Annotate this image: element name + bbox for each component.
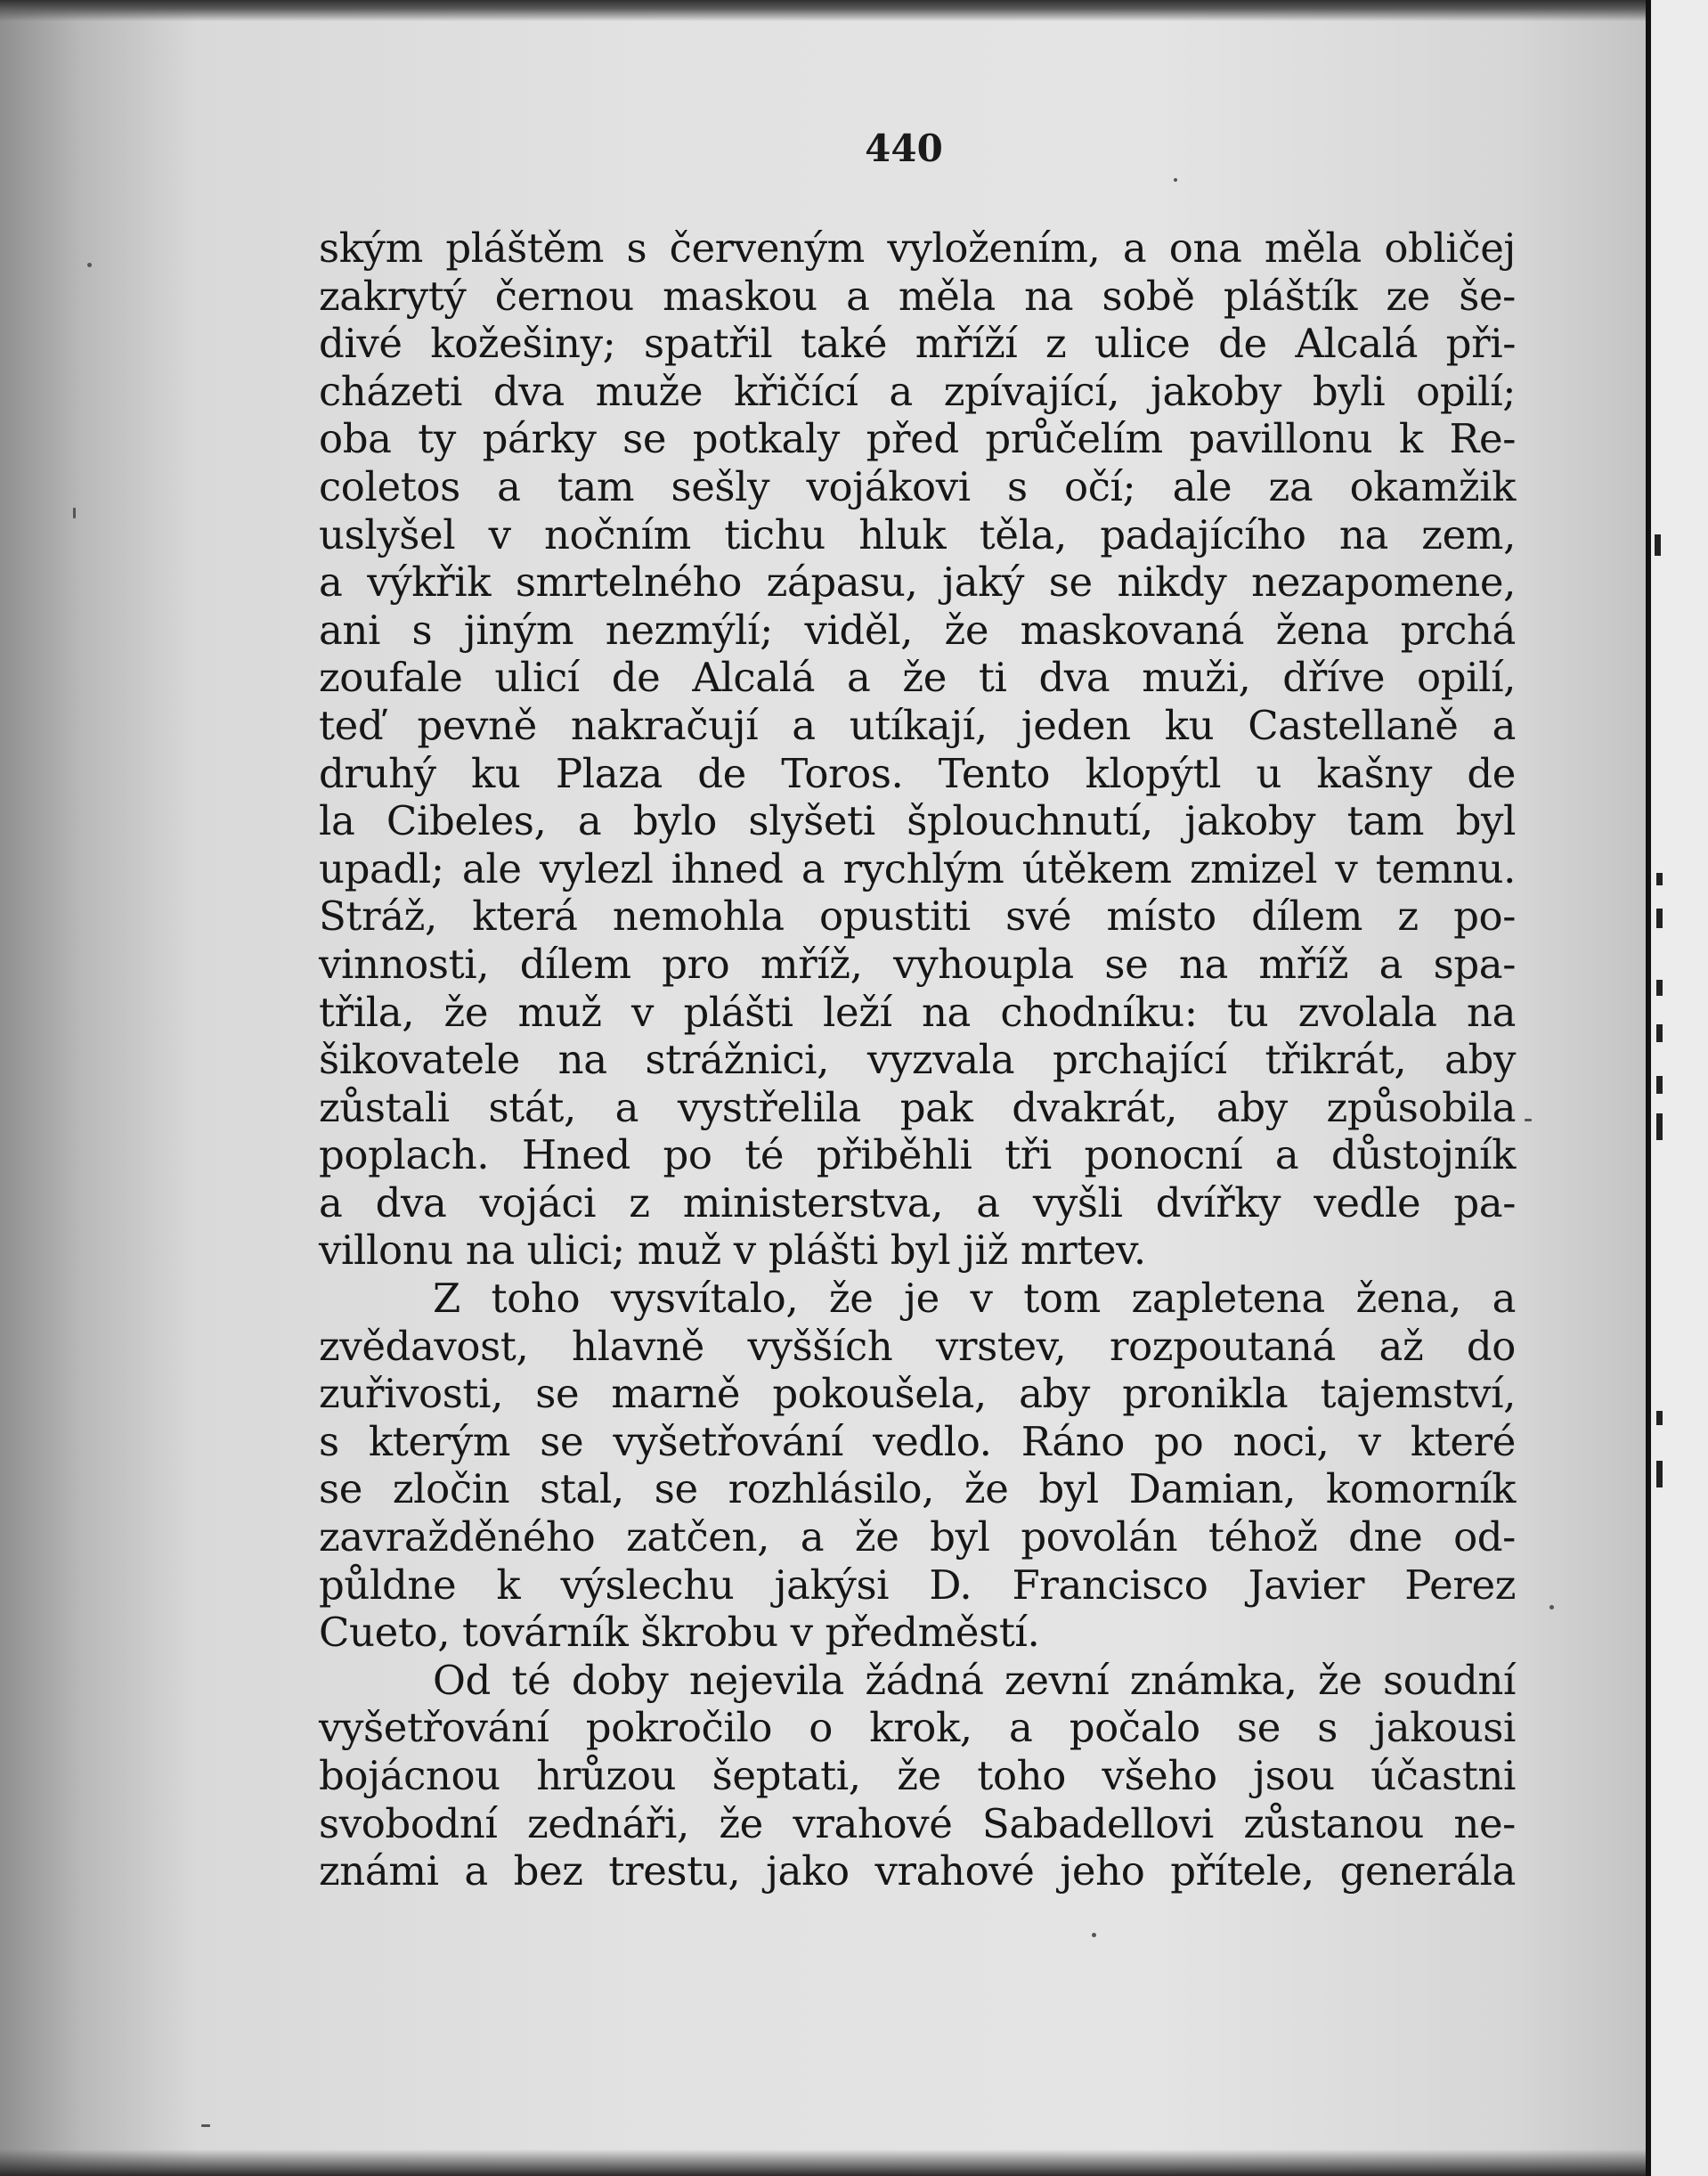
dust-speck bbox=[1549, 1605, 1554, 1610]
text-line: zavražděného zatčen, a že byl povolán téhož dne od- bbox=[319, 1513, 1516, 1561]
text-line: třila, že muž v plášti leží na chodníku: tu zvolala na bbox=[319, 988, 1516, 1036]
text-line: zůstali stát, a vystřelila pak dvakrát, aby způsobila bbox=[319, 1083, 1516, 1131]
text-line: se zločin stal, se rozhlásilo, že byl Damian, komorník bbox=[319, 1465, 1516, 1513]
dust-speck bbox=[1525, 1119, 1532, 1121]
text-line: zoufale ulicí de Alcalá a že ti dva muži, dříve opilí, bbox=[319, 654, 1516, 702]
text-line: uslyšel v nočním tichu hluk těla, padajícího na zem, bbox=[319, 510, 1516, 558]
text-line: vyšetřování pokročilo o krok, a počalo se s jakousi bbox=[319, 1704, 1516, 1752]
adjacent-page-edge bbox=[1646, 0, 1708, 2176]
text-line: půldne k výslechu jakýsi D. Francisco Javier Perez bbox=[319, 1561, 1516, 1609]
edge-mark bbox=[1656, 909, 1663, 928]
text-line: svobodní zednáři, že vrahové Sabadellovi zůstanou ne- bbox=[319, 1799, 1516, 1847]
text-line: teď pevně nakračují a utíkají, jeden ku Castellaně a bbox=[319, 701, 1516, 749]
paragraph-end-line: Cueto, továrník škrobu v předměstí. bbox=[319, 1609, 1040, 1657]
text-line: zvědavost, hlavně vyšších vrstev, rozpoutaná až do bbox=[319, 1322, 1516, 1370]
paragraph-start-line: Od té doby nejevila žádná zevní známka, že soudní bbox=[433, 1656, 1516, 1704]
text-line: divé kožešiny; spatřil také mříží z ulice de Alcalá při- bbox=[319, 320, 1516, 368]
edge-mark bbox=[1656, 873, 1663, 885]
text-line: druhý ku Plaza de Toros. Tento klopýtl u kašny de bbox=[319, 749, 1516, 797]
text-line: coletos a tam sešly vojákovi s očí; ale za okamžik bbox=[319, 462, 1516, 510]
edge-mark bbox=[1656, 1411, 1663, 1425]
paragraph-start-line: Z toho vysvítalo, že je v tom zapletena žena, a bbox=[433, 1275, 1516, 1323]
text-line: s kterým se vyšetřování vedlo. Ráno po noci, v které bbox=[319, 1417, 1516, 1465]
dust-speck bbox=[1092, 1933, 1096, 1937]
edge-mark bbox=[1656, 1024, 1663, 1042]
edge-mark bbox=[1656, 1461, 1663, 1487]
text-line: vinnosti, dílem pro mříž, vyhoupla se na mříž a spa- bbox=[319, 940, 1516, 988]
body-text bbox=[319, 224, 1516, 1895]
text-line: známi a bez trestu, jako vrahové jeho přítele, generála bbox=[319, 1847, 1516, 1895]
text-line: šikovatele na strážnici, vyzvala prchající třikrát, aby bbox=[319, 1036, 1516, 1084]
text-line: Stráž, která nemohla opustiti své místo dílem z po- bbox=[319, 892, 1516, 941]
text-line: zuřivosti, se marně pokoušela, aby pronikla tajemství, bbox=[319, 1370, 1516, 1418]
edge-mark bbox=[1655, 534, 1661, 556]
dust-speck bbox=[1174, 178, 1177, 182]
text-line: ani s jiným nezmýlí; viděl, že maskovaná žena prchá bbox=[319, 606, 1516, 654]
text-line: zakrytý černou maskou a měla na sobě pláštík ze še- bbox=[319, 272, 1516, 320]
paragraph-end-line: villonu na ulici; muž v plášti byl již mrtev. bbox=[319, 1227, 1146, 1275]
text-line: cházeti dva muže křičící a zpívající, jakoby byli opilí; bbox=[319, 367, 1516, 415]
text-line: a výkřik smrtelného zápasu, jaký se nikdy nezapomene, bbox=[319, 558, 1516, 607]
edge-mark bbox=[1656, 980, 1663, 996]
text-line: a dva vojáci z ministerstva, a vyšli dvířky vedle pa- bbox=[319, 1178, 1516, 1227]
text-line: bojácnou hrůzou šeptati, že toho všeho jsou účastni bbox=[319, 1752, 1516, 1799]
text-line: la Cibeles, a bylo slyšeti šplouchnutí, jakoby tam byl bbox=[319, 797, 1516, 845]
text-line: poplach. Hned po té přiběhli tři ponocní a důstojník bbox=[319, 1131, 1516, 1179]
dust-speck bbox=[201, 2124, 210, 2127]
page-number: 440 bbox=[865, 126, 943, 170]
text-line: upadl; ale vylezl ihned a rychlým útěkem zmizel v temnu. bbox=[319, 844, 1516, 892]
text-line: oba ty párky se potkaly před průčelím pavillonu k Re- bbox=[319, 415, 1516, 463]
dust-speck bbox=[87, 263, 92, 267]
text-line: ským pláštěm s červeným vyložením, a ona měla obličej bbox=[319, 224, 1516, 272]
dust-speck bbox=[73, 508, 76, 518]
edge-mark bbox=[1656, 1076, 1663, 1094]
edge-mark bbox=[1656, 1113, 1663, 1140]
